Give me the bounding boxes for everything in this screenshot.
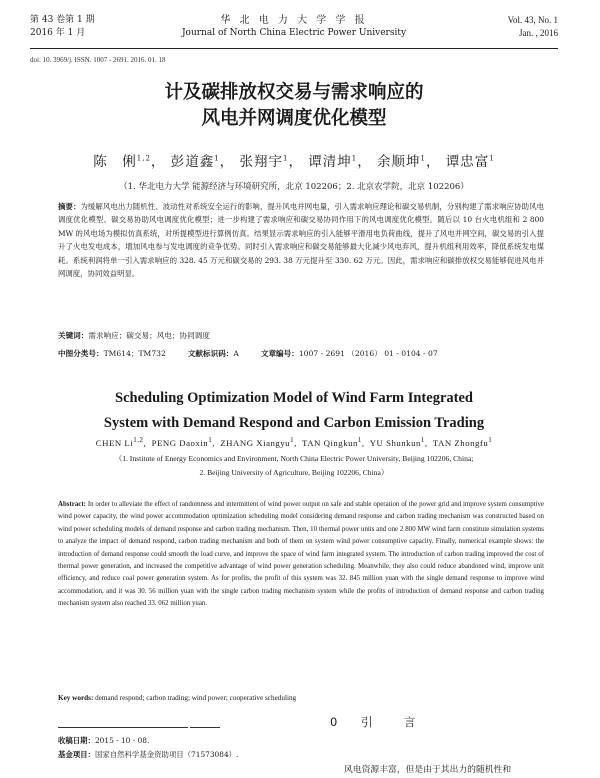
affiliation-en: [30, 452, 558, 480]
keywords-cn: [58, 330, 544, 341]
abstract-cn-label: 摘要：: [58, 202, 81, 211]
section-number: 0: [330, 715, 348, 729]
title-en-line2: System with Demand Respond and Carbon Emission Trading: [103, 415, 485, 431]
author-en: ZHANG Xiangyu$^1$: [220, 436, 295, 448]
classification-line: [58, 348, 544, 359]
author-en: PENG Daoxin$^1$: [151, 436, 213, 448]
doi: doi: 10. 3969/j. ISSN. 1007 - 2691. 2016. 01. 18: [30, 56, 166, 64]
doc-code-value: A: [233, 349, 239, 358]
fund-info: 基金项目：国家自然科学基金资助项目（71573084）.: [58, 750, 239, 759]
title-cn: [30, 80, 558, 132]
author-cn: 谭清坤$^1$: [308, 154, 358, 170]
keywords-en-text: demand respond; carbon trading; wind power; cooperative scheduling: [95, 694, 297, 702]
abstract-en-label: Abstract:: [58, 501, 86, 508]
clc-value: TM614；TM732: [103, 349, 166, 358]
running-header: [30, 8, 558, 49]
section-title: 引 言: [360, 715, 426, 729]
footnote-divider-short: [190, 727, 220, 728]
author-cn: 彭道鑫$^1$: [170, 154, 220, 170]
footnote-divider: [58, 727, 188, 728]
author-cn: 谭忠富$^1$: [445, 154, 495, 170]
title-cn-line2: 风电并网调度优化模型: [201, 108, 387, 129]
article-number-value: 1007 - 2691 （2016） 01 - 0104 - 07: [298, 349, 438, 358]
author-cn: 张翔宇$^1$: [239, 154, 289, 170]
author-cn: 余顺坤$^1$: [377, 154, 426, 170]
author-en: CHEN Li$^{1,2}$: [95, 436, 144, 448]
header-center: [30, 14, 558, 40]
title-cn-line1: 计及碳排放权交易与需求响应的: [164, 82, 424, 103]
header-right: [508, 14, 558, 40]
footnotes: [58, 734, 238, 762]
volume-en: Vol. 43, No. 1: [507, 15, 558, 25]
article-number-label: 文章编号：: [260, 349, 299, 358]
abstract-en-text: In order to alleviate the effect of randomness and intermittent of wind power output on safe and stable operation of the power grid and improve system consumptive wind power capacity, the wind power accommodation optimization scheduling model considering demand response and carbon trading mechanism was constructed based on wind power scheduling models of demand response and carbon trading mechanism. Then, 10 thermal power units and one 2 800 MW wind farm constitute simulation systems to analyze the impact of demand respond, carbon trading mechanism and both of them on system wind power consumptive capacity. Finally, numerical example shows: the introduction of demand response could smooth the load curve, and improve the space of wind farm integrated system. The introduction of carbon trading improved the cost of thermal power generation, and increased the competitive advantage of wind power generation scheduling. Meanwhile, they also could reduce abandoned wind, improve unit efficiency, and reduce coal power generation system. As for profits, the profit of this system was 32. 845 million yuan with the single demand response to improve wind accommodation, and it was 30. 56 million yuan with the single carbon trading mechanism system while the profits of introduction of demand response and carbon trading mechanism system also reached 33. 062 million yuan.: [58, 501, 544, 608]
keywords-cn-label: 关键词：: [58, 331, 89, 340]
title-en: [30, 386, 558, 436]
volume-cn: 第 43 卷第 1 期: [30, 15, 95, 25]
keywords-cn-text: 需求响应；碳交易；风电；协同调度: [88, 331, 210, 340]
received-date: 收稿日期：2015 - 10 - 08.: [58, 736, 150, 745]
date-en: Jan. , 2016: [519, 28, 558, 38]
author-en: TAN Qingkun$^1$: [302, 436, 362, 448]
section-heading: [330, 714, 460, 730]
date-cn: 2016 年 1 月: [30, 28, 86, 38]
intro-paragraph: 风电资源丰富，但是由于其出力的随机性和: [344, 765, 512, 775]
affiliation-en-line1: （1. Institute of Energy Economics and Environment, North China Electric Power University, Beijing 102206, China;: [114, 454, 474, 463]
authors-cn: 陈 俐$^{1,2}$， 彭道鑫$^1$， 张翔宇$^1$， 谭清坤$^1$， 余顺坤$^1$， 谭忠富$^1$: [93, 154, 495, 170]
keywords-en-label: Key words:: [58, 694, 94, 702]
journal-name-en: Journal of North China Electric Power University: [181, 28, 407, 38]
abstract-cn: [58, 200, 544, 280]
author-cn: 陈 俐$^{1,2}$: [93, 154, 151, 170]
clc-label: 中图分类号：: [58, 349, 104, 358]
affiliation-en-line2: 2. Beijing University of Agriculture, Beijing 102206, China）: [199, 468, 389, 477]
journal-name-cn: 华 北 电 力 大 学 学 报: [220, 15, 368, 26]
author-en: YU Shunkun$^1$: [369, 436, 425, 448]
abstract-cn-text: 为缓解风电出力随机性、波动性对系统安全运行的影响，提升风电并网电量，引入需求响应理论和碳交易机制，分别构建了需求响应协助风电调度优化模型、碳交易协助风电调度优化模型；进一步构建了需求响应和碳交易协同作用下的风电调度优化模型。随后以 10 台火电机组和 2 800 MW 的风电场为模拟仿真系统，对所提模型进行算例仿真。结果显示需求响应的引入能够平滑用电负荷曲线，提升了风电并网空间，碳交易的引入提升了火电发电成本，增加风电参与发电调度的竞争优势。同时引入需求响应和碳交易能够最大化减少风电弃风，提升机组利用效率，降低系统发电煤耗。系统利润将单一引入需求响应的 328. 45 万元和碳交易的 293. 38 万元提升至 330. 62 万元。因此，需求响应和碳排放权交易能够促进风电并网调度，协同效益明显。: [58, 202, 544, 279]
author-en: TAN Zhongfu$^1$: [432, 436, 493, 448]
doc-code-label: 文献标识码：: [187, 349, 234, 358]
abstract-en: [58, 499, 544, 611]
keywords-en: [58, 694, 544, 702]
affiliation-cn: （1. 华北电力大学 能源经济与环境研究所，北京 102206；2. 北京农学院，北京 102206）: [119, 182, 469, 192]
authors-en: CHEN Li$^{1,2}$, PENG Daoxin$^1$, ZHANG Xiangyu$^1$, TAN Qingkun$^1$, YU Shunkun$^1$, TAN Zhongfu$^1$: [95, 436, 493, 448]
title-en-line1: Scheduling Optimization Model of Wind Farm Integrated: [115, 390, 473, 406]
